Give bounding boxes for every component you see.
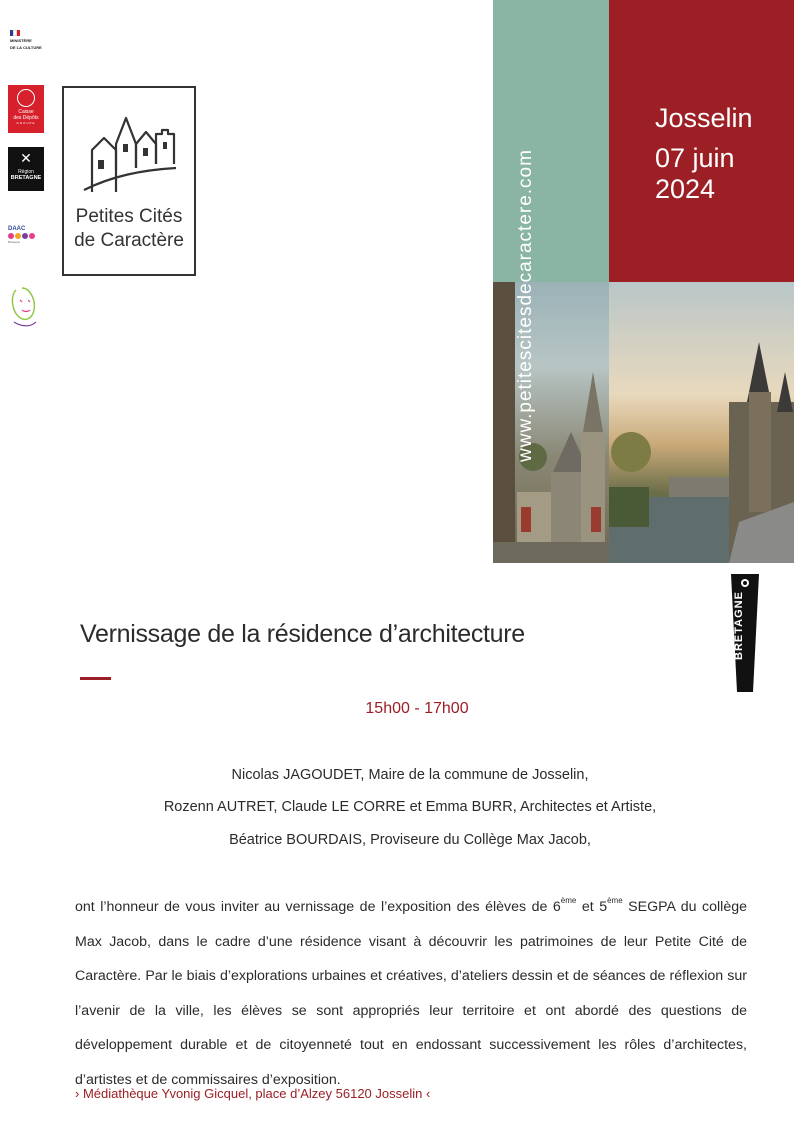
petites-cites-logo	[62, 86, 196, 276]
josselin-castle-photo	[609, 282, 794, 563]
invitation-sup-1: ème	[560, 896, 577, 905]
event-title: Vernissage de la résidence d’architecture	[80, 620, 525, 648]
region-bretagne-logo	[8, 147, 44, 191]
website-url: www.petitescitesdecaractere.com	[515, 149, 536, 462]
event-date: 07 juin 2024	[655, 143, 735, 204]
castle-icon	[82, 104, 178, 194]
cdc-emblem-icon	[17, 89, 35, 107]
title-divider	[80, 677, 111, 680]
culture-logo-line2: DE LA CULTURE	[10, 45, 42, 50]
daac-logo-label: DAAC	[8, 226, 26, 232]
invitation-text-3: SEGPA du collège Max Jacob, dans le cadre d’une résidence visant à découvrir les patrimoines de leur Petite Cité de Caractère. Par le biais d’explorations urbaines et créatives, d’ateliers dessin et de séances de réflexion sur l’avenir de la ville, les élèves se sont appropriés leur territoire et ont abordé des questions de développement durable et de citoyenneté tout en endossant successivement les rôles d’architectes, d’artistes et de commissaires d’exposition.	[75, 899, 748, 1088]
region-logo-line2: BRETAGNE	[10, 175, 42, 181]
ministere-culture-logo	[10, 30, 50, 66]
invitation-text-1: ont l’honneur de vous inviter au vernissage de l’exposition des élèves de 6	[75, 899, 561, 915]
cdc-logo-line3: GROUPE	[16, 121, 36, 125]
brand-name-line2: de Caractère	[74, 230, 184, 251]
invitation-text-2: et 5	[576, 899, 608, 915]
host-line-2: Rozenn AUTRET, Claude LE CORRE et Emma BURR, Architectes et Artiste,	[163, 799, 657, 815]
event-city: Josselin	[655, 103, 753, 133]
daac-dots-icon	[8, 233, 44, 239]
venue-address: › Médiathèque Yvonig Gicquel, place d’Alzey 56120 Josselin ‹	[75, 1086, 431, 1101]
brand-name-line1: Petites Cités	[75, 206, 183, 227]
cdc-logo-line1: Caisse	[18, 109, 34, 115]
daac-logo-sub: Bretagne	[8, 240, 21, 244]
bird-icon: ✕	[20, 150, 32, 166]
cdc-logo-line2: des Dépôts	[13, 115, 39, 121]
invitation-paragraph	[75, 890, 747, 1097]
host-line-3: Béatrice BOURDAIS, Proviseure du Collège Max Jacob,	[229, 832, 591, 848]
host-line-1: Nicolas JAGOUDET, Maire de la commune de Josselin,	[231, 767, 589, 783]
caisse-des-depots-logo	[8, 85, 44, 133]
daac-logo	[8, 226, 44, 250]
event-time: 15h00 - 17h00	[365, 700, 469, 717]
banner-red-panel	[609, 0, 794, 282]
sketch-portrait-logo	[6, 282, 42, 332]
region-logo-line1: Région	[18, 169, 34, 175]
banner-green-panel	[493, 0, 609, 282]
bretagne-badge-label	[733, 636, 753, 660]
culture-logo-line1: MINISTÈRE	[10, 38, 32, 43]
french-flag-icon	[10, 30, 20, 36]
invitation-sup-2: ème	[607, 896, 623, 905]
chapel-photo	[493, 282, 609, 563]
